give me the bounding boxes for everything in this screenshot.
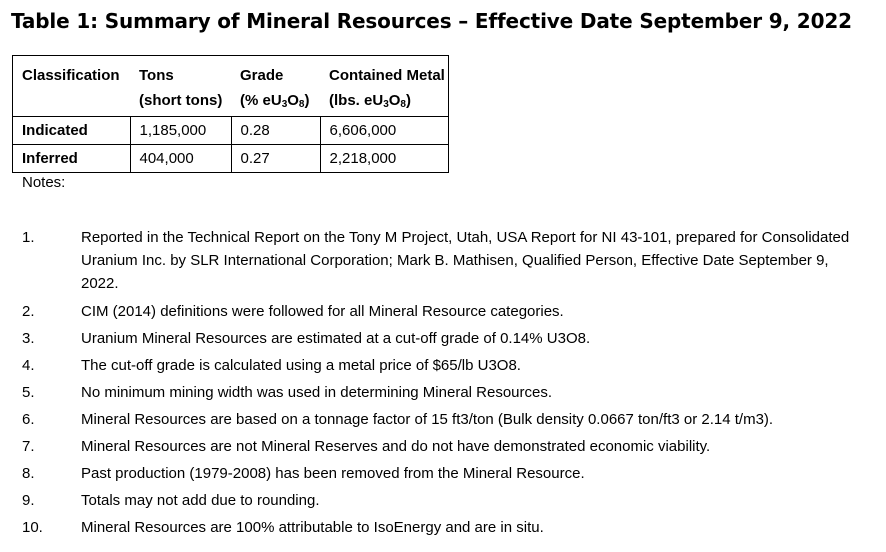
note-text: CIM (2014) definitions were followed for all Mineral Resource categories. — [81, 303, 564, 320]
note-number: 9. — [22, 492, 35, 509]
table-row — [13, 117, 449, 145]
header-tons: Tons (short tons) — [130, 56, 231, 117]
row-contained-metal: 2,218,000 — [320, 145, 449, 173]
mineral-resources-table — [12, 55, 449, 173]
note-text: Totals may not add due to rounding. — [81, 492, 320, 509]
row-classification: Indicated — [13, 117, 131, 145]
table-header-row — [13, 56, 449, 117]
table-title: Table 1: Summary of Mineral Resources – Effective Date September 9, 2022 — [11, 9, 852, 33]
row-tons: 1,185,000 — [130, 117, 231, 145]
note-text: Uranium Mineral Resources are estimated at a cut-off grade of 0.14% U3O8. — [81, 330, 591, 347]
note-text: Reported in the Technical Report on the Tony M Project, Utah, USA Report for NI 43-101, prepared for Consolidated Uranium Inc. by SLR International Corporation; Mark B. Mathisen, Qualified Person, Effective Date September 9, 2022. — [81, 229, 850, 292]
row-grade: 0.28 — [231, 117, 320, 145]
note-number: 8. — [22, 465, 35, 482]
row-grade: 0.27 — [231, 145, 320, 173]
table-row — [13, 145, 449, 173]
header-contained-metal: Contained Metal (lbs. $eU_3O_8$) — [320, 56, 449, 117]
note-number: 2. — [22, 303, 35, 320]
note-number: 6. — [22, 411, 35, 428]
note-number: 5. — [22, 384, 35, 401]
note-text: Past production (1979-2008) has been removed from the Mineral Resource. — [81, 465, 585, 482]
note-text: No minimum mining width was used in determining Mineral Resources. — [81, 384, 553, 401]
note-number: 10. — [22, 519, 43, 536]
note-number: 7. — [22, 438, 35, 455]
note-number: 3. — [22, 330, 35, 347]
note-text: Mineral Resources are 100% attributable to IsoEnergy and are in situ. — [81, 519, 544, 536]
header-grade: Grade (% $eU_3O_8$) — [231, 56, 320, 117]
row-contained-metal: 6,606,000 — [320, 117, 449, 145]
note-number: 4. — [22, 357, 35, 374]
header-classification: Classification — [13, 56, 131, 117]
row-tons: 404,000 — [130, 145, 231, 173]
note-number: 1. — [22, 229, 35, 246]
note-text: The cut-off grade is calculated using a metal price of $65/lb U3O8. — [81, 357, 521, 374]
notes-label: Notes: — [22, 174, 66, 191]
row-classification: Inferred — [13, 145, 131, 173]
note-text: Mineral Resources are based on a tonnage factor of 15 ft3/ton (Bulk density 0.0667 ton/ft3 or 2.14 t/m3). — [81, 411, 774, 428]
note-text: Mineral Resources are not Mineral Reserves and do not have demonstrated economic viability. — [81, 438, 711, 455]
